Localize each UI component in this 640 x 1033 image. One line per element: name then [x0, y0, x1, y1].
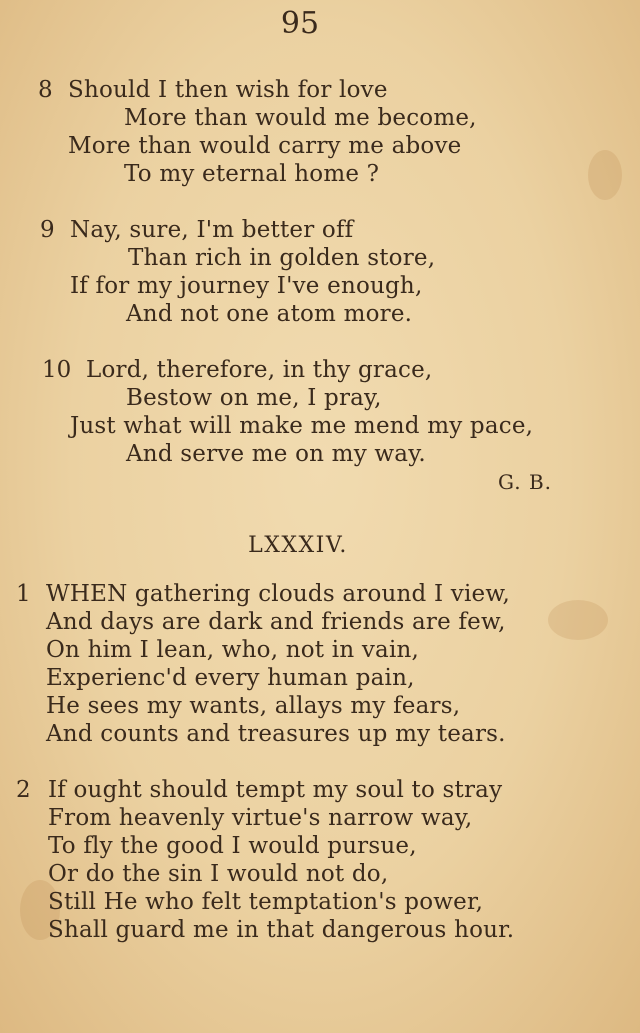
stanza-number: 1 — [16, 581, 31, 607]
verse-line: Should I then wish for love — [68, 77, 388, 103]
verse-line: Experienc'd every human pain, — [46, 665, 415, 691]
foxing-stain — [588, 150, 622, 200]
verse-line: More than would carry me above — [68, 133, 462, 159]
verse-line: More than would me become, — [124, 105, 477, 131]
verse-line: If for my journey I've enough, — [70, 273, 423, 299]
verse-line: If ought should tempt my soul to stray — [48, 777, 503, 803]
verse-line: Nay, sure, I'm better off — [70, 217, 354, 243]
verse-line: Bestow on me, I pray, — [126, 385, 382, 411]
verse-line: Or do the sin I would not do, — [48, 861, 389, 887]
hymn-heading: LXXXIV. — [248, 533, 348, 558]
verse-line: Than rich in golden store, — [128, 245, 436, 271]
verse-line: Still He who felt temptation's power, — [48, 889, 484, 915]
verse-line: On him I lean, who, not in vain, — [46, 637, 420, 663]
foxing-stain — [548, 600, 608, 640]
verse-line: To my eternal home ? — [124, 161, 380, 187]
verse-line: And days are dark and friends are few, — [46, 609, 506, 635]
verse-line: From heavenly virtue's narrow way, — [48, 805, 473, 831]
page-number: 95 — [280, 6, 320, 41]
verse-line: To fly the good I would pursue, — [48, 833, 417, 859]
stanza-number: 10 — [42, 357, 72, 383]
verse-line: And not one atom more. — [126, 301, 413, 327]
verse-line: Shall guard me in that dangerous hour. — [48, 917, 515, 943]
verse-line: Just what will make me mend my pace, — [70, 413, 534, 439]
verse-line: WHEN gathering clouds around I view, — [46, 581, 510, 607]
stanza-number: 2 — [16, 777, 31, 803]
verse-line: He sees my wants, allays my fears, — [46, 693, 461, 719]
stanza-number: 8 — [38, 77, 53, 103]
author-signature: G. B. — [498, 470, 553, 494]
verse-line: And counts and treasures up my tears. — [46, 721, 506, 747]
verse-line: Lord, therefore, in thy grace, — [86, 357, 433, 383]
verse-line: And serve me on my way. — [126, 441, 426, 467]
stanza-number: 9 — [40, 217, 55, 243]
